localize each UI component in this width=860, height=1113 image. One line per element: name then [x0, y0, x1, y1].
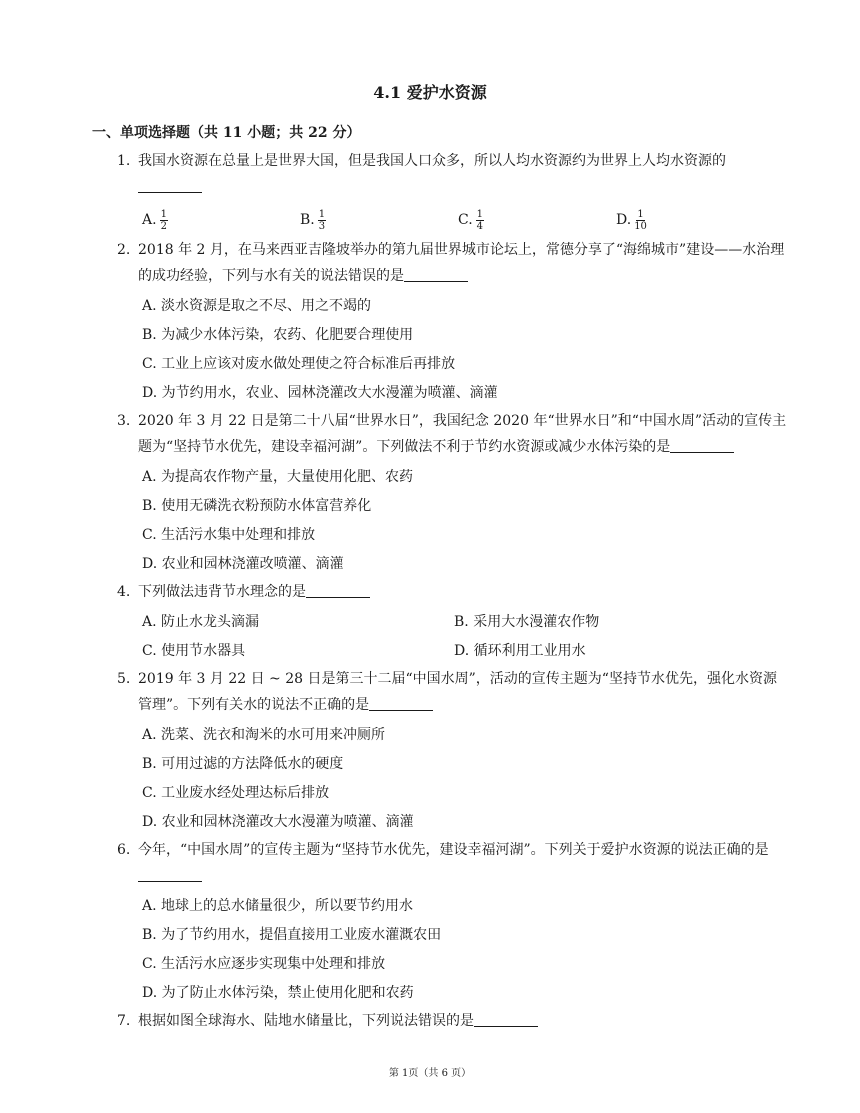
question-5 — [117, 666, 789, 718]
answer-blank — [670, 438, 734, 453]
answer-blank — [404, 267, 468, 282]
option-b: B. $\frac{1}{3}$ — [300, 208, 326, 232]
option-b: B. 采用大水漫灌农作物 — [454, 614, 600, 630]
fraction: $\frac{1}{4}$ — [476, 208, 484, 232]
question-list — [0, 148, 860, 1037]
question-number: 2. — [117, 242, 131, 258]
question-number: 4. — [117, 584, 131, 600]
question-text: 下列做法违背节水理念的是 — [138, 584, 306, 600]
answer-blank — [138, 178, 202, 193]
option-a: A. 为提高农作物产量，大量使用化肥、农药 — [142, 469, 414, 485]
answer-blank — [369, 696, 433, 711]
option-d: D. 农业和园林浇灌改大水漫灌为喷灌、滴灌 — [142, 814, 414, 830]
question-6-options — [142, 892, 792, 1008]
option-c: C. 工业废水经处理达标后排放 — [142, 785, 330, 801]
option-b: B. 为减少水体污染，农药、化肥要合理使用 — [142, 327, 414, 343]
option-b: B. 为了节约用水，提倡直接用工业废水灌溉农田 — [142, 927, 442, 943]
option-a: A. 防止水龙头滴漏 — [142, 614, 260, 630]
option-c: C. 工业上应该对废水做处理使之符合标准后再排放 — [142, 356, 456, 372]
page-title: 4.1 爱护水资源 — [373, 83, 487, 102]
question-3 — [117, 408, 789, 460]
fraction: $\frac{1}{10}$ — [634, 208, 647, 232]
question-1-options — [142, 203, 792, 237]
section-heading: 一、单项选择题（共 11 小题；共 22 分） — [92, 125, 361, 141]
question-number: 1. — [117, 153, 131, 169]
option-b: B. 使用无磷洗衣粉预防水体富营养化 — [142, 498, 372, 514]
option-d: D. $\frac{1}{10}$ — [616, 208, 647, 232]
page-footer: 第 1页（共 6 页） — [388, 1068, 472, 1079]
question-4-options — [142, 608, 792, 666]
option-d: D. 为了防止水体污染，禁止使用化肥和农药 — [142, 985, 414, 1001]
question-text: 今年，“中国水周”的宣传主题为“坚持节水优先，建设幸福河湖”。下列关于爱护水资源的说法正确的是 — [138, 842, 769, 858]
question-2-options — [142, 292, 792, 408]
option-d: D. 农业和园林浇灌改喷灌、滴灌 — [142, 556, 344, 572]
answer-blank — [474, 1012, 538, 1027]
question-text: 2018 年 2 月，在马来西亚吉隆坡举办的第九届世界城市论坛上，常德分享了“海绵城市”建设——水治理的成功经验，下列与水有关的说法错误的是 — [138, 242, 785, 284]
option-a: A. $\frac{1}{2}$ — [142, 208, 167, 232]
fraction: $\frac{1}{3}$ — [318, 208, 326, 232]
question-2 — [117, 237, 789, 289]
option-c: C. 生活污水应逐步实现集中处理和排放 — [142, 956, 386, 972]
question-7 — [117, 1008, 789, 1034]
question-text: 我国水资源在总量上是世界大国，但是我国人口众多，所以人均水资源约为世界上人均水资源的 — [138, 153, 726, 169]
option-c: C. $\frac{1}{4}$ — [458, 208, 484, 232]
answer-blank — [306, 583, 370, 598]
question-number: 7. — [117, 1013, 131, 1029]
option-c: C. 使用节水器具 — [142, 643, 246, 659]
question-text: 2020 年 3 月 22 日是第二十八届“世界水日”，我国纪念 2020 年“世界水日”和“中国水周”活动的宣传主题为“坚持节水优先，建设幸福河湖”。下列做法不利于节约水资源或减少水体污染的是 — [138, 413, 787, 455]
question-6 — [117, 837, 789, 889]
question-number: 6. — [117, 842, 131, 858]
question-text: 2019 年 3 月 22 日 ~ 28 日是第三十二届“中国水周”，活动的宣传主题为“坚持节水优先，强化水资源管理”。下列有关水的说法不正确的是 — [138, 671, 777, 713]
option-b: B. 可用过滤的方法降低水的硬度 — [142, 756, 344, 772]
option-a: A. 洗菜、洗衣和淘米的水可用来冲厕所 — [142, 727, 386, 743]
question-3-options — [142, 463, 792, 579]
question-1 — [117, 148, 789, 200]
question-5-options — [142, 721, 792, 837]
question-number: 3. — [117, 413, 131, 429]
question-text: 根据如图全球海水、陆地水储量比，下列说法错误的是 — [138, 1013, 474, 1029]
question-number: 5. — [117, 671, 131, 687]
fraction: $\frac{1}{2}$ — [160, 208, 167, 232]
option-a: A. 地球上的总水储量很少，所以要节约用水 — [142, 898, 414, 914]
option-c: C. 生活污水集中处理和排放 — [142, 527, 316, 543]
option-d: D. 为节约用水，农业、园林浇灌改大水漫灌为喷灌、滴灌 — [142, 385, 498, 401]
option-d: D. 循环利用工业用水 — [454, 643, 586, 659]
option-a: A. 淡水资源是取之不尽、用之不竭的 — [142, 298, 372, 314]
answer-blank — [138, 867, 202, 882]
question-4 — [117, 579, 789, 605]
